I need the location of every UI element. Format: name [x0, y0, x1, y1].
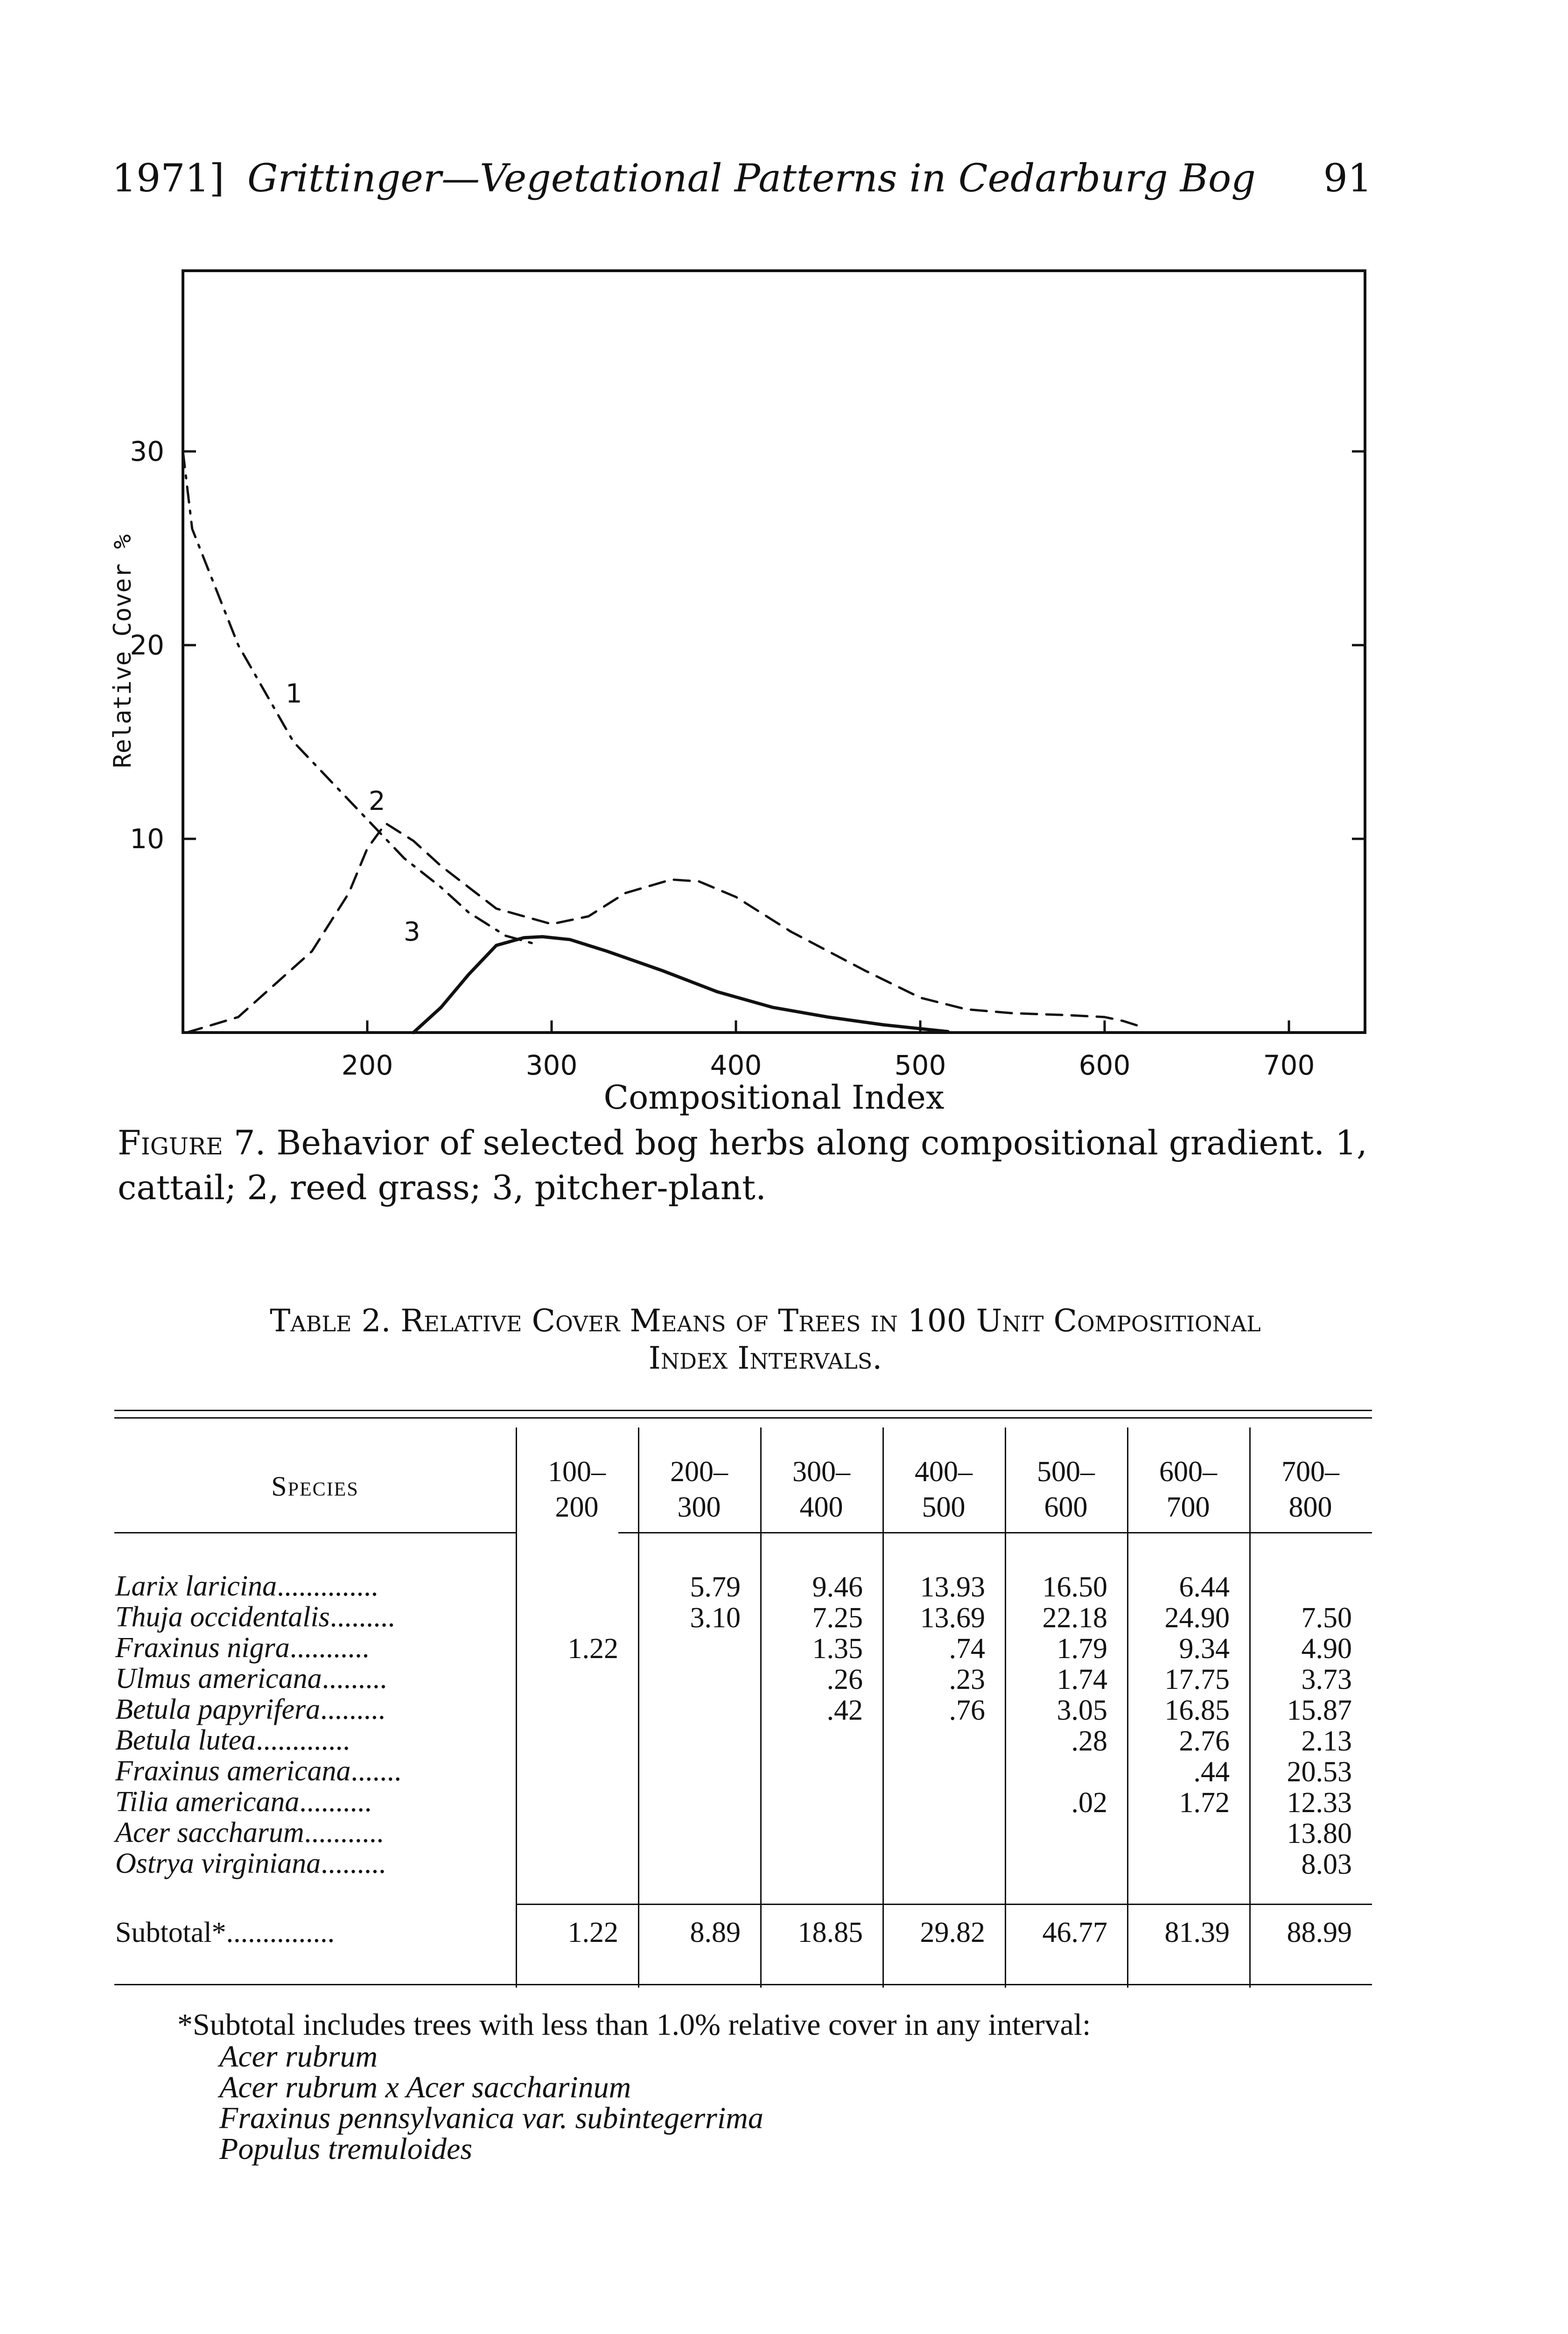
table-cell: 3.05	[1057, 1694, 1107, 1726]
species-name: Larix laricina	[115, 1570, 277, 1602]
table-cell: 1.35	[812, 1633, 863, 1665]
table-cell: .26	[826, 1664, 863, 1695]
header-values-rule	[618, 1532, 1372, 1533]
table-title-line-2: Index Intervals.	[648, 1340, 882, 1376]
footnote-text: *Subtotal includes trees with less than 1.0% relative cover in any interval:	[177, 2008, 1091, 2042]
interval-header-start: 500–	[1037, 1456, 1095, 1488]
table-footnote	[177, 2010, 1344, 2165]
x-tick-label: 700	[1263, 1049, 1315, 1081]
leader-dots: .............	[256, 1724, 350, 1756]
subtotal-rule	[516, 1904, 1372, 1905]
y-axis-label: Relative Cover %	[109, 534, 137, 768]
table-title-line-1: Table 2. Relative Cover Means of Trees in 100 Unit Compositional	[270, 1303, 1261, 1339]
subtotal-cell: 18.85	[798, 1917, 863, 1948]
leader-dots: ...........	[289, 1632, 370, 1664]
species-name: Thuja occidentalis	[115, 1601, 330, 1633]
table-cell: 3.73	[1301, 1664, 1352, 1695]
header-running-title: Grittinger—Vegetational Patterns in Cedarburg Bog	[247, 156, 1256, 201]
table-cell: 16.85	[1164, 1694, 1230, 1726]
interval-header-end: 300	[677, 1491, 721, 1523]
x-tick-label: 300	[525, 1049, 578, 1081]
leader-dots: ..............	[277, 1570, 378, 1602]
x-tick-label: 600	[1078, 1049, 1131, 1081]
table-cell: 20.53	[1287, 1756, 1352, 1788]
species-name: Betula lutea	[115, 1724, 256, 1756]
series-label-2: 2	[369, 786, 385, 816]
table-cell: 2.76	[1179, 1725, 1230, 1757]
interval-header-end: 200	[555, 1491, 599, 1523]
interval-header-end: 800	[1288, 1491, 1332, 1523]
table-row	[115, 1817, 384, 1848]
leader-dots: .........	[329, 1601, 395, 1633]
x-tick-label: 200	[341, 1049, 393, 1081]
header-species-rule	[114, 1532, 516, 1533]
table-cell: 1.22	[567, 1633, 618, 1665]
table-cell: 17.75	[1164, 1664, 1230, 1695]
figure-caption-label: Figure 7.	[118, 1123, 266, 1162]
x-tick-label: 500	[894, 1049, 946, 1081]
table-cell: .28	[1071, 1725, 1107, 1757]
subtotal-cell: 81.39	[1164, 1917, 1230, 1948]
leader-dots: ...........	[304, 1817, 384, 1849]
interval-header-start: 200–	[670, 1456, 728, 1488]
table-top-rule-2	[114, 1417, 1372, 1419]
table-cell: 7.50	[1301, 1602, 1352, 1634]
table-row	[115, 1725, 350, 1756]
leader-dots: ..........	[299, 1786, 372, 1818]
interval-column-header	[1127, 1454, 1249, 1525]
table-cell: 2.13	[1301, 1725, 1352, 1757]
leader-dots: .........	[320, 1694, 385, 1725]
species-name: Ulmus americana	[115, 1663, 322, 1694]
footnote-species-1: Acer rubrum	[219, 2039, 378, 2074]
table-title	[159, 1302, 1372, 1377]
y-tick-label: 30	[130, 436, 164, 467]
interval-header-start: 300–	[792, 1456, 850, 1488]
table-cell: 22.18	[1042, 1602, 1107, 1634]
table-cell: 16.50	[1042, 1571, 1107, 1603]
subtotal-cell: 1.22	[567, 1917, 618, 1948]
series-label-1: 1	[286, 679, 302, 709]
species-name: Tilia americana	[115, 1786, 300, 1818]
interval-column-header	[1249, 1454, 1372, 1525]
table-row	[115, 1663, 387, 1694]
interval-column-header	[882, 1454, 1005, 1525]
table-cell: 9.34	[1179, 1633, 1230, 1665]
footnote-species-3: Fraxinus pennsylvanica var. subintegerrima	[219, 2101, 763, 2135]
interval-header-start: 100–	[548, 1456, 606, 1488]
table-cell: .76	[949, 1694, 985, 1726]
table-row	[115, 1571, 378, 1602]
table-row	[115, 1848, 386, 1879]
subtotal-cell: 46.77	[1042, 1917, 1107, 1948]
table-cell: 5.79	[690, 1571, 741, 1603]
table-cell: 4.90	[1301, 1633, 1352, 1665]
table-cell: 1.72	[1179, 1787, 1230, 1819]
table-cell: 13.69	[920, 1602, 985, 1634]
series-line-3	[413, 937, 948, 1033]
table-row	[115, 1632, 369, 1663]
x-tick-label: 400	[710, 1049, 762, 1081]
species-column-header: Species	[271, 1471, 359, 1502]
interval-header-end: 700	[1166, 1491, 1210, 1523]
table-cell: 12.33	[1287, 1787, 1352, 1819]
interval-column-header	[516, 1454, 638, 1525]
interval-column-header	[638, 1454, 760, 1525]
table-cell: 13.93	[920, 1571, 985, 1603]
table-cell: 9.46	[812, 1571, 863, 1603]
interval-header-start: 600–	[1159, 1456, 1217, 1488]
table-cell: .74	[949, 1633, 985, 1665]
series-line-2	[187, 823, 1141, 1033]
table-row	[115, 1694, 385, 1725]
interval-column-header	[1005, 1454, 1127, 1525]
figure-caption-text: Behavior of selected bog herbs along compositional gradient. 1, cattail; 2, reed grass; 3, pitcher-plant.	[118, 1123, 1367, 1207]
interval-header-end: 400	[799, 1491, 843, 1523]
interval-column-header	[760, 1454, 882, 1525]
species-name: Fraxinus americana	[115, 1755, 351, 1787]
table-cell: 3.10	[690, 1602, 741, 1634]
subtotal-label: Subtotal*...............	[115, 1917, 335, 1948]
species-name: Acer saccharum	[115, 1817, 304, 1849]
table-cell: .44	[1193, 1756, 1230, 1788]
table-cell: 1.79	[1057, 1633, 1107, 1665]
table-top-rule	[114, 1410, 1372, 1411]
y-tick-label: 10	[130, 823, 164, 855]
series-line-1	[183, 451, 533, 943]
footnote-species-2: Acer rubrum x Acer saccharinum	[219, 2070, 631, 2104]
subtotal-cell: 88.99	[1287, 1917, 1352, 1948]
table-cell: .02	[1071, 1787, 1107, 1819]
leader-dots: .........	[322, 1663, 387, 1694]
table-cell: 15.87	[1287, 1694, 1352, 1726]
species-name: Betula papyrifera	[115, 1694, 321, 1725]
header-page-number: 91	[1323, 156, 1372, 201]
data-table	[114, 1410, 1372, 1989]
table-bottom-rule	[114, 1984, 1372, 1985]
table-row	[115, 1756, 401, 1786]
y-tick-label: 20	[130, 629, 164, 661]
table-cell: 6.44	[1179, 1571, 1230, 1603]
table-cell: 7.25	[812, 1602, 863, 1634]
footnote-species-4: Populus tremuloides	[219, 2132, 473, 2166]
table-cell: .23	[949, 1664, 985, 1695]
table-cell: 1.74	[1057, 1664, 1107, 1695]
table-cell: .42	[826, 1694, 863, 1726]
table-row	[115, 1602, 395, 1632]
header-year: 1971]	[112, 156, 224, 201]
interval-header-start: 400–	[915, 1456, 973, 1488]
x-axis-label: Compositional Index	[603, 1078, 945, 1117]
species-name: Ostrya virginiana	[115, 1848, 321, 1879]
subtotal-cell: 8.89	[690, 1917, 741, 1948]
species-name: Fraxinus nigra	[115, 1632, 290, 1664]
interval-header-end: 600	[1044, 1491, 1088, 1523]
table-cell: 13.80	[1287, 1818, 1352, 1849]
table-row	[115, 1786, 371, 1817]
subtotal-cell: 29.82	[920, 1917, 985, 1948]
figure-caption	[118, 1120, 1373, 1210]
table-cell: 8.03	[1301, 1849, 1352, 1880]
leader-dots: .......	[350, 1755, 402, 1787]
leader-dots: .........	[321, 1848, 386, 1879]
table-cell: 24.90	[1164, 1602, 1230, 1634]
interval-header-end: 500	[922, 1491, 966, 1523]
series-label-3: 3	[404, 917, 420, 947]
interval-header-start: 700–	[1281, 1456, 1339, 1488]
plot-frame	[183, 271, 1365, 1033]
